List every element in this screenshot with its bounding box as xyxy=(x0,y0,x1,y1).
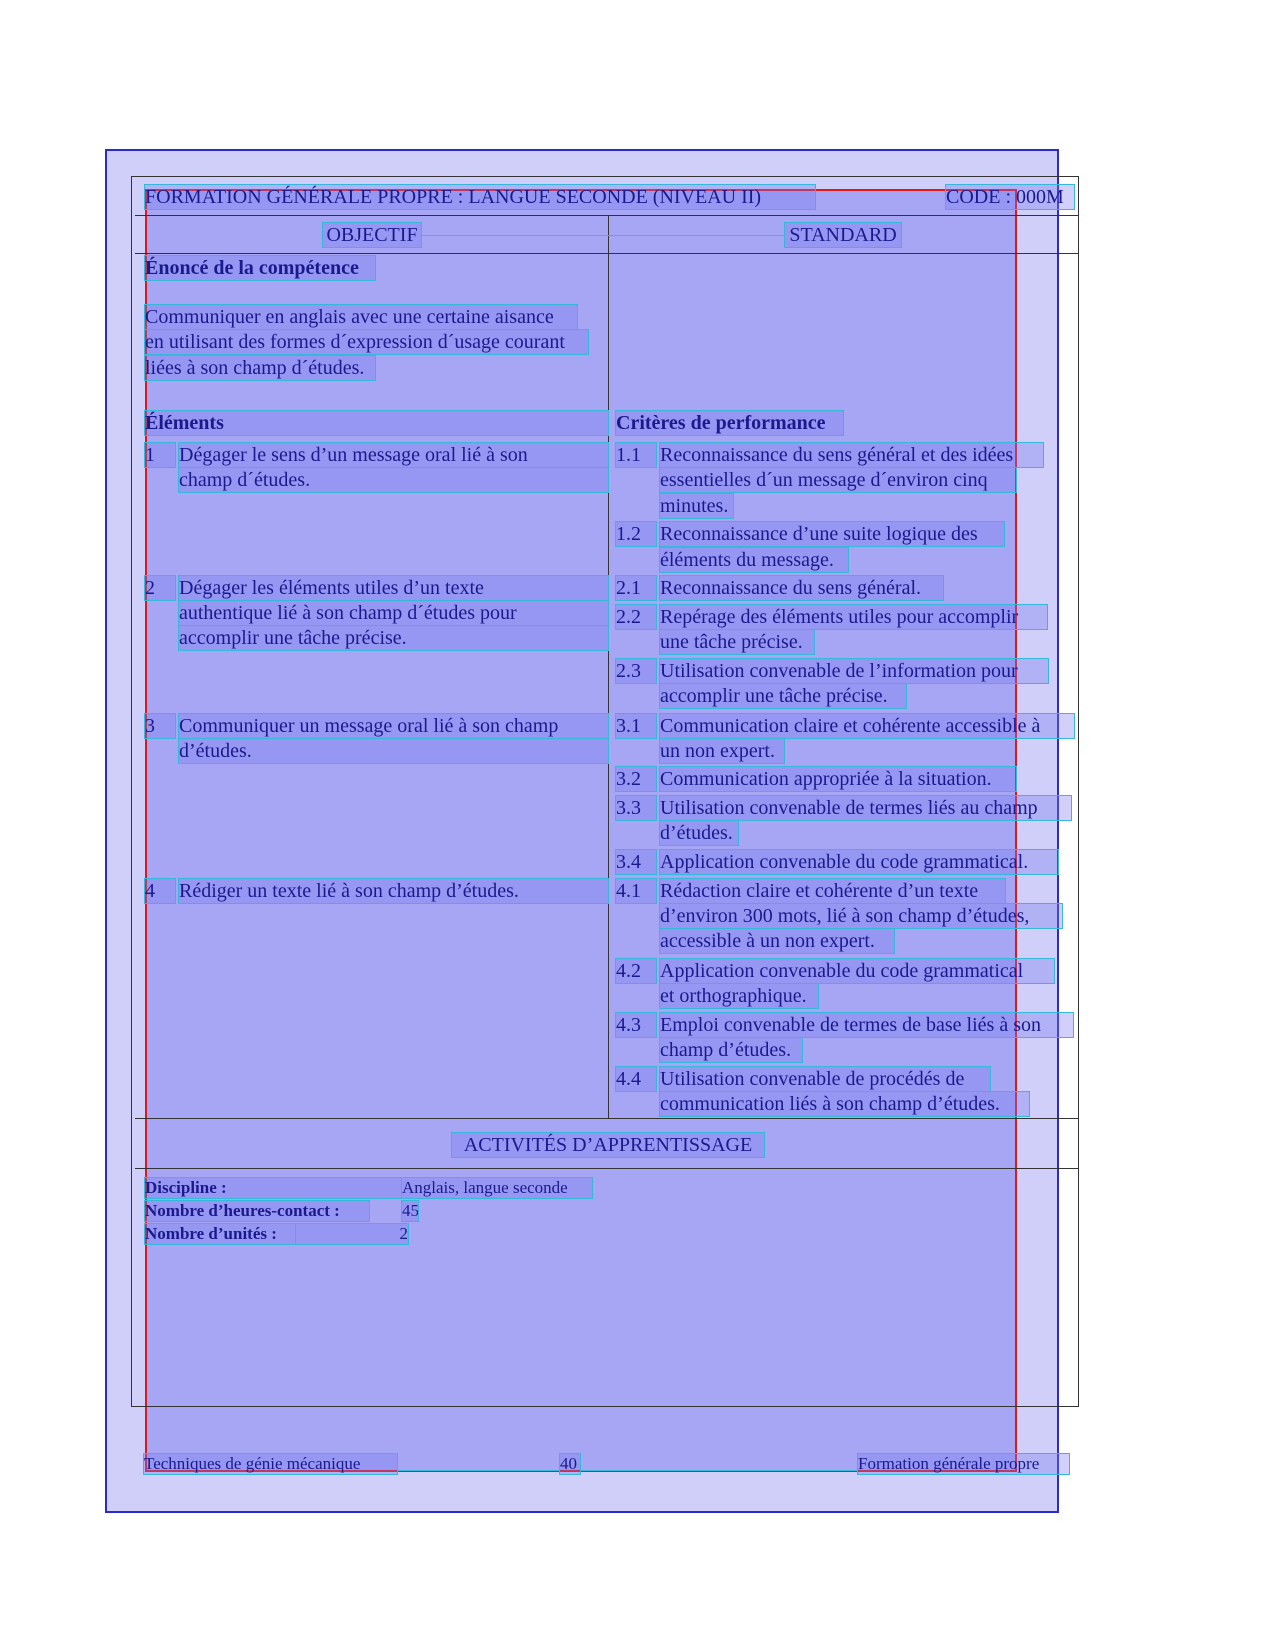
units-value: 2 xyxy=(296,1224,408,1244)
criterion-number: 4.3 xyxy=(616,1013,656,1037)
criterion-text: Reconnaissance d’une suite logique des xyxy=(660,522,1004,546)
column-divider xyxy=(608,216,609,1118)
footer-section: Formation générale propre xyxy=(858,1454,1069,1474)
page-region-inner xyxy=(145,189,1017,1472)
element-text: Dégager les éléments utiles d’un texte xyxy=(179,576,608,600)
criterion-text: Reconnaissance du sens général. xyxy=(660,576,943,600)
element-text: Rédiger un texte lié à son champ d’études. xyxy=(179,879,608,903)
element-text: Communiquer un message oral lié à son champ xyxy=(179,714,608,738)
criterion-text: Application convenable du code grammatical xyxy=(660,959,1054,983)
criterion-text: Application convenable du code grammatical. xyxy=(660,850,1058,874)
criterion-text: Rédaction claire et cohérente d’un texte xyxy=(660,879,1005,903)
criterion-text: éléments du message. xyxy=(660,548,848,572)
criterion-text: Repérage des éléments utiles pour accomplir xyxy=(660,605,1047,629)
footer-rule xyxy=(397,1470,560,1471)
footer-rule xyxy=(580,1470,857,1471)
criteria-heading: Critères de performance xyxy=(616,411,843,435)
criterion-text: un non expert. xyxy=(660,739,784,763)
element-text: champ d´études. xyxy=(179,468,608,492)
criterion-number: 4.2 xyxy=(616,959,656,983)
page-number: 40 xyxy=(560,1454,580,1474)
criterion-text: Communication claire et cohérente accessible à xyxy=(660,714,1074,738)
element-text: Dégager le sens d’un message oral lié à son xyxy=(179,443,608,467)
criterion-number: 1.2 xyxy=(616,522,656,546)
criterion-number: 4.1 xyxy=(616,879,656,903)
discipline-label: Discipline : xyxy=(145,1178,401,1198)
criterion-number: 4.4 xyxy=(616,1067,656,1091)
criterion-text: minutes. xyxy=(660,494,733,518)
program-code: CODE : 000M xyxy=(946,185,1074,209)
rule-table-bottom xyxy=(135,1118,1079,1119)
column-heading-objectif: OBJECTIF xyxy=(323,223,421,247)
program-title: FORMATION GÉNÉRALE PROPRE : LANGUE SECONDE (NIVEAU II) xyxy=(145,185,815,209)
criterion-number: 2.1 xyxy=(616,576,656,600)
element-text: accomplir une tâche précise. xyxy=(179,626,608,650)
criterion-text: communication liés à son champ d’études. xyxy=(660,1092,1029,1116)
criterion-text: Utilisation convenable de procédés de xyxy=(660,1067,990,1091)
column-heading-connector xyxy=(421,235,785,236)
element-number: 4 xyxy=(145,879,175,903)
discipline-value: Anglais, langue seconde xyxy=(402,1178,592,1198)
criterion-text: accessible à un non expert. xyxy=(660,929,894,953)
criterion-text: Communication appropriée à la situation. xyxy=(660,767,1016,791)
column-heading-standard: STANDARD xyxy=(785,223,901,247)
competence-line: en utilisant des formes d´expression d´usage courant xyxy=(145,330,588,354)
criterion-text: d’environ 300 mots, lié à son champ d’études, xyxy=(660,904,1062,928)
criterion-number: 3.4 xyxy=(616,850,656,874)
element-number: 3 xyxy=(145,714,175,738)
criterion-text: essentielles d´un message d´environ cinq xyxy=(660,468,1016,492)
competence-heading: Énoncé de la compétence xyxy=(145,256,375,280)
rule-columns-bottom xyxy=(135,253,1079,254)
criterion-number: 2.3 xyxy=(616,659,656,683)
criterion-number: 3.1 xyxy=(616,714,656,738)
units-label: Nombre d’unités : xyxy=(145,1224,295,1244)
criterion-text: accomplir une tâche précise. xyxy=(660,684,906,708)
rule-header-bottom xyxy=(135,215,1079,216)
criterion-text: et orthographique. xyxy=(660,984,818,1008)
element-number: 1 xyxy=(145,443,175,467)
hours-label: Nombre d’heures-contact : xyxy=(145,1201,369,1221)
criterion-text: Utilisation convenable de l’information pour xyxy=(660,659,1048,683)
elements-heading: Éléments xyxy=(145,411,608,435)
element-text: d’études. xyxy=(179,739,608,763)
criterion-number: 1.1 xyxy=(616,443,656,467)
element-text: authentique lié à son champ d´études pour xyxy=(179,601,608,625)
competence-line: liées à son champ d´études. xyxy=(145,356,375,380)
activities-heading: ACTIVITÉS D’APPRENTISSAGE xyxy=(452,1133,764,1157)
footer-program: Techniques de génie mécanique xyxy=(144,1454,397,1474)
criterion-text: champ d’études. xyxy=(660,1038,802,1062)
criterion-number: 2.2 xyxy=(616,605,656,629)
element-number: 2 xyxy=(145,576,175,600)
competence-line: Communiquer en anglais avec une certaine aisance xyxy=(145,305,577,329)
hours-value: 45 xyxy=(402,1201,419,1220)
rule-activities-bottom xyxy=(135,1168,1079,1169)
criterion-text: Utilisation convenable de termes liés au champ xyxy=(660,796,1071,820)
criterion-text: Reconnaissance du sens général et des idées xyxy=(660,443,1043,467)
criterion-text: Emploi convenable de termes de base liés à son xyxy=(660,1013,1073,1037)
criterion-number: 3.2 xyxy=(616,767,656,791)
criterion-number: 3.3 xyxy=(616,796,656,820)
criterion-text: d’études. xyxy=(660,821,738,845)
criterion-text: une tâche précise. xyxy=(660,630,814,654)
